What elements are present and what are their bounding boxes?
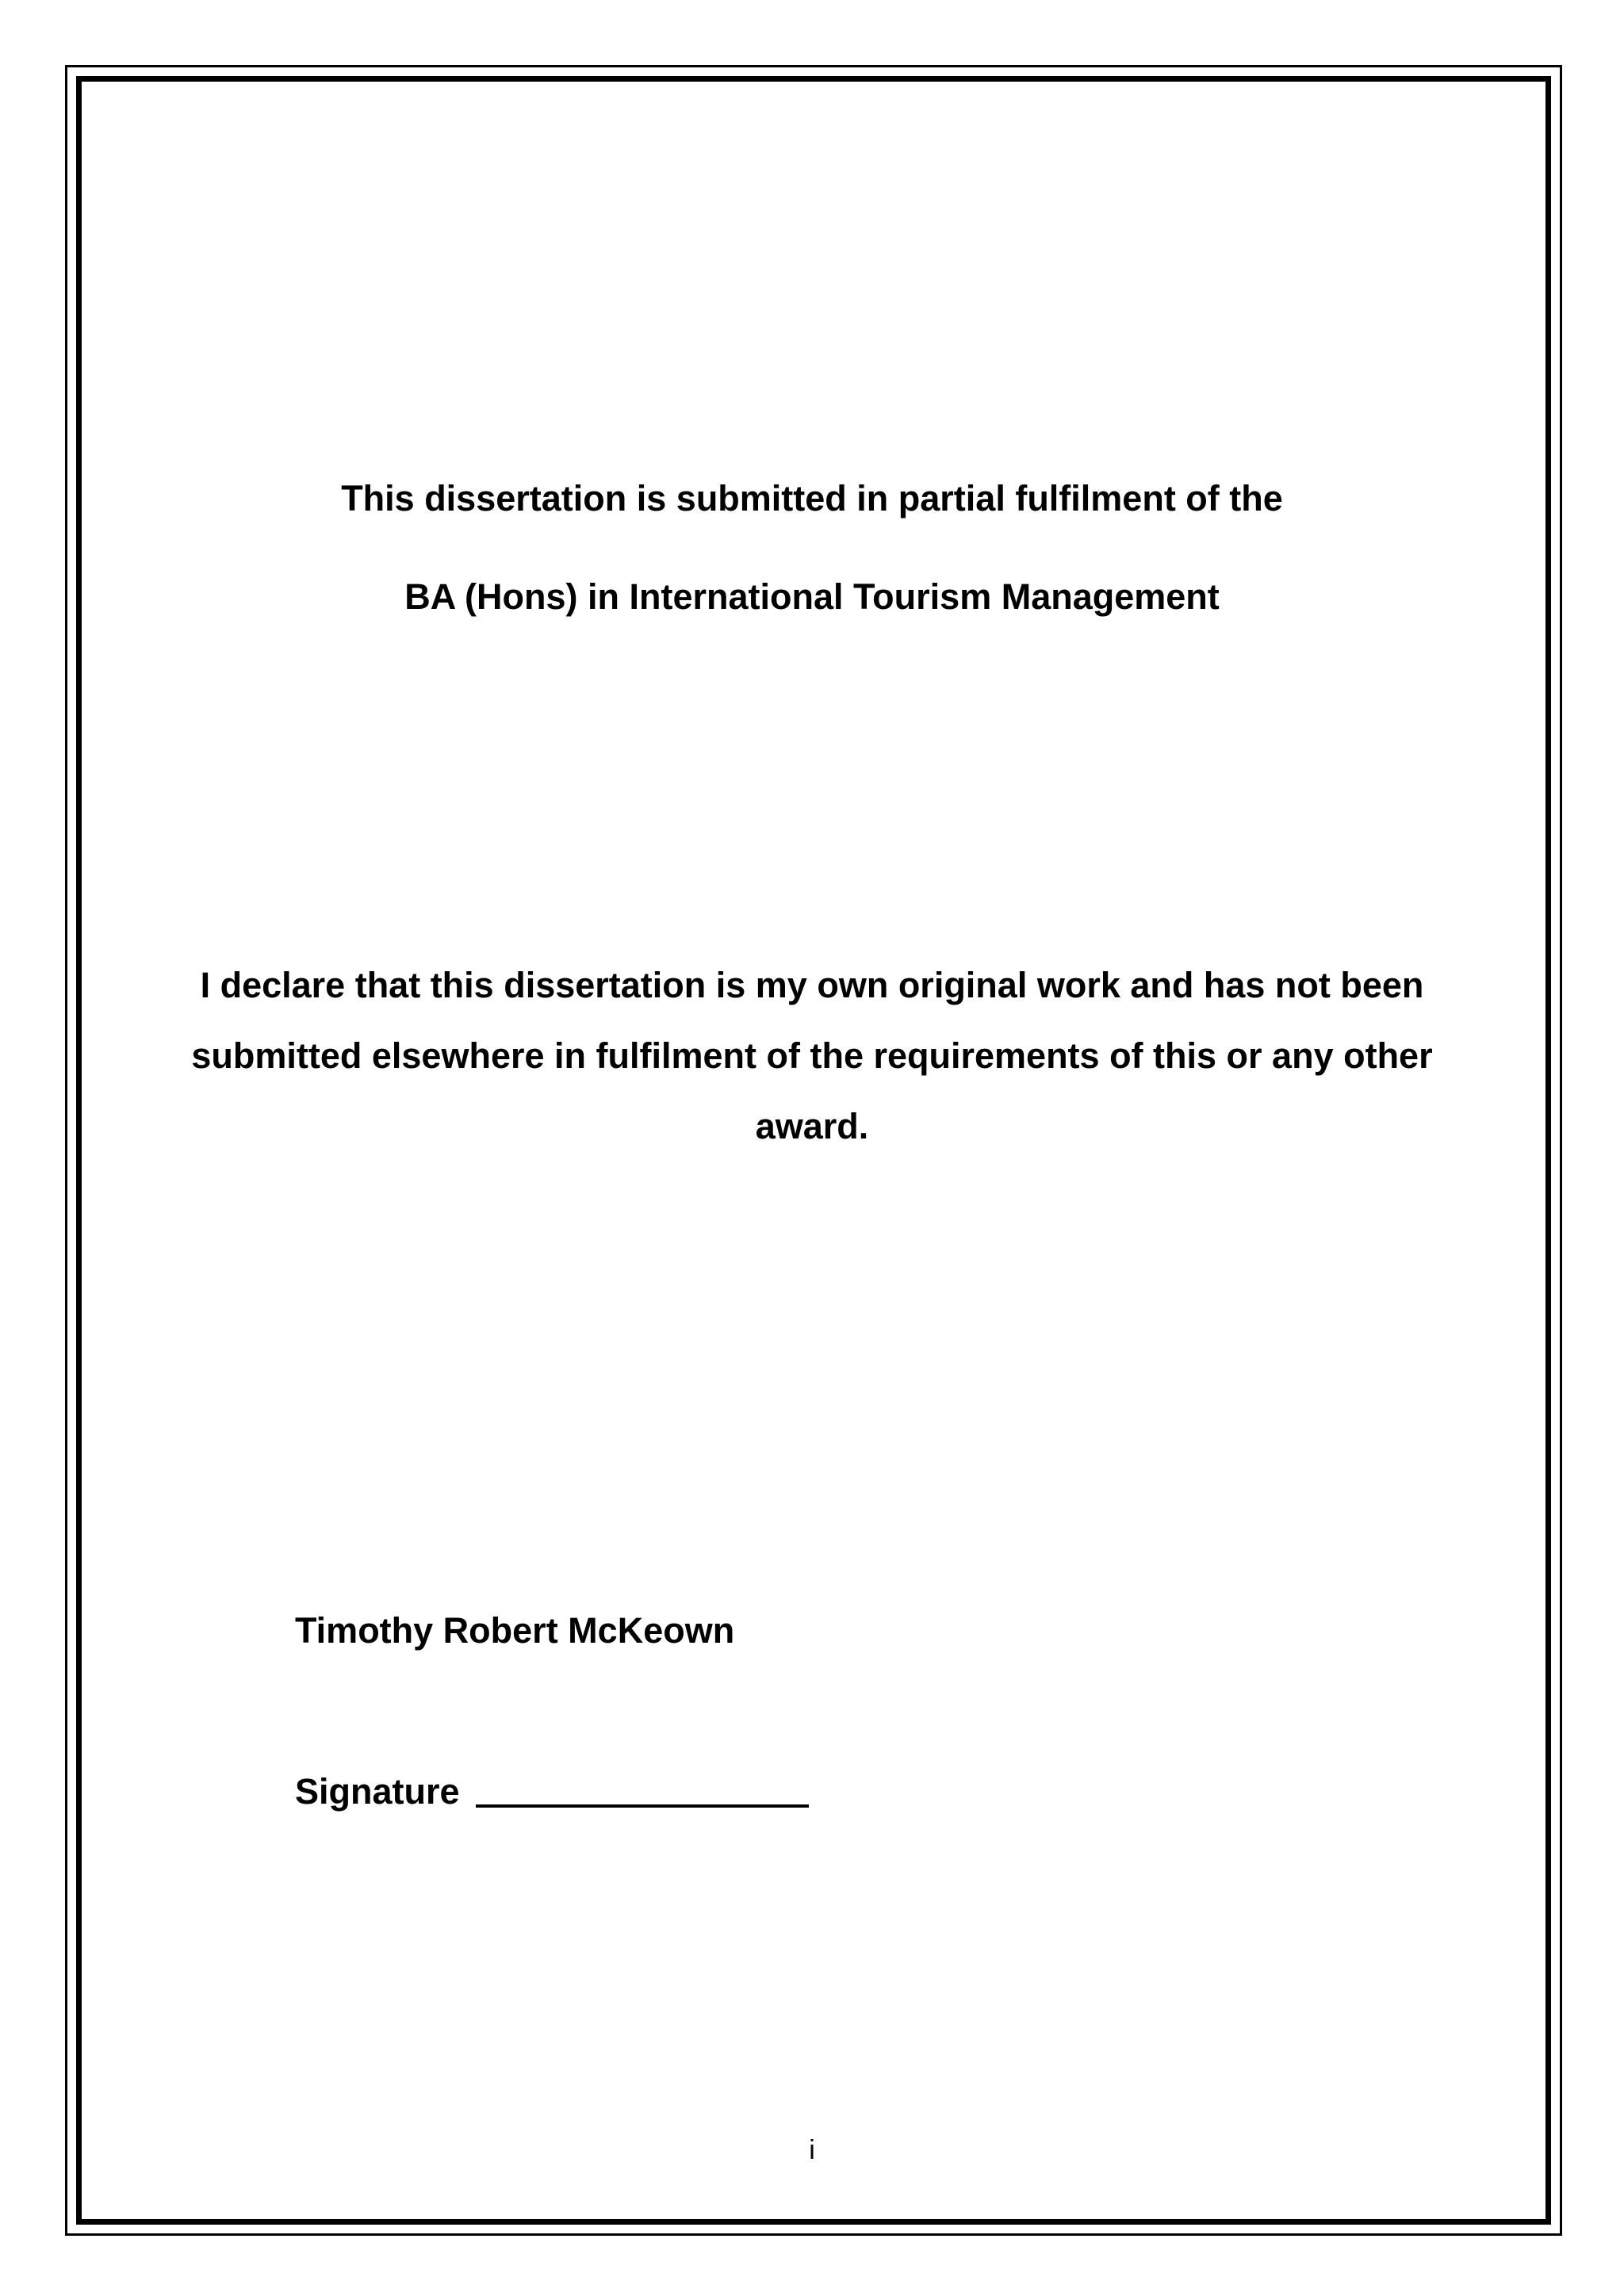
declaration-line-3: award. (755, 1106, 869, 1146)
author-name: Timothy Robert McKeown (295, 1610, 735, 1651)
declaration-line-1: I declare that this dissertation is my own original work and has not been (200, 965, 1424, 1005)
degree-title: BA (Hons) in International Tourism Management (404, 576, 1220, 617)
declaration-line-2: submitted elsewhere in fulfilment of the requirements of this or any other (191, 1035, 1433, 1076)
page-number: i (809, 2135, 815, 2165)
signature-line (476, 1804, 809, 1808)
page-border-inner (76, 76, 1551, 2225)
submission-statement-line-1: This dissertation is submitted in partial fulfilment of the (341, 478, 1283, 519)
signature-label: Signature (295, 1771, 460, 1812)
signature-row (295, 1771, 809, 1812)
